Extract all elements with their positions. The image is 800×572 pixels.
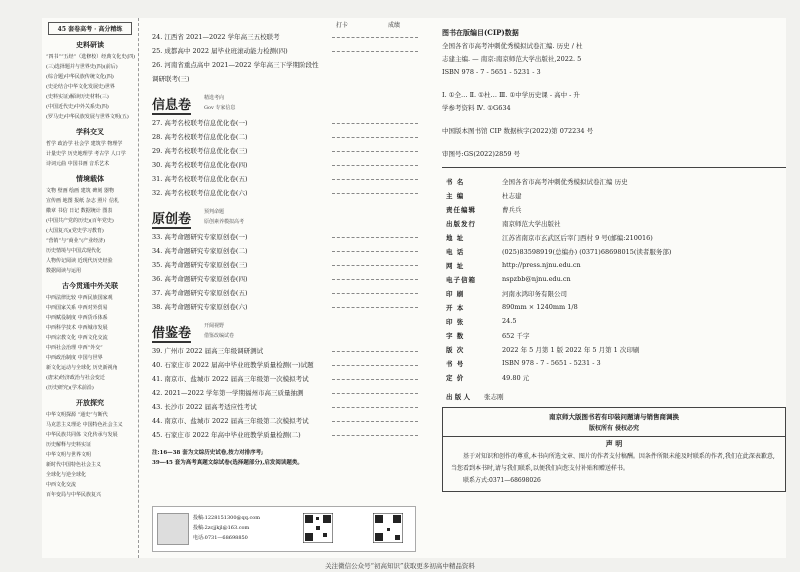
- checklist-row: [152, 230, 424, 244]
- publication-info-table: [442, 174, 675, 384]
- right-column: [442, 18, 786, 558]
- pub-info-row: [442, 342, 675, 356]
- fill-line: [332, 37, 418, 38]
- list-group-d: [152, 344, 424, 442]
- left-section-line: (大国复兴)(党史学习教育): [46, 228, 104, 234]
- section-title: 借鉴卷: [152, 322, 191, 343]
- left-section-line: (史料实证)解读历史材料(三): [46, 94, 109, 100]
- document-page: [42, 18, 786, 558]
- pub-info-value: (025)83598919(总编办) (0371)68698015(读者服务部): [502, 247, 672, 256]
- left-section-title: 学科交叉: [76, 127, 104, 136]
- paper-title: 44. 南京市、盐城市 2022 届高三年级第二次模拟考试: [152, 417, 309, 425]
- section-title: 信息卷: [152, 94, 191, 115]
- pub-info-value: 南京师范大学出版社: [502, 219, 561, 228]
- section-title: 原创卷: [152, 208, 191, 229]
- footer-text: 关注微信公众号“初高知识”获取更多初高中精品资料: [325, 562, 475, 570]
- section-reference-paper: [152, 318, 424, 344]
- pub-info-key: 网 址: [446, 261, 465, 270]
- contact-qr-bar: [152, 506, 416, 552]
- pub-info-key: 出版发行: [446, 219, 476, 228]
- fill-line: [332, 279, 418, 280]
- left-section-line: 诗词元曲 中国书画 音乐艺术: [46, 161, 110, 167]
- contact-line: 电话:0731—68698850: [193, 535, 248, 541]
- checklist-row: [152, 428, 424, 442]
- fill-line: [332, 435, 418, 436]
- fill-line: [332, 393, 418, 394]
- checklist-row: [152, 258, 424, 272]
- section-info-paper: [152, 90, 424, 116]
- paper-title: 38. 高考命题研究专家原创卷(六): [152, 303, 248, 311]
- section-subtitle: 预判命题: [204, 209, 225, 215]
- pub-info-row: [442, 216, 675, 230]
- cip-line: 志建主编. — 南京:南京师范大学出版社,2022. 5: [442, 55, 582, 63]
- left-section-line: (中国近代史)中外关系史(四): [46, 104, 109, 110]
- footnote: 注:16—38 套为文综历史试卷,按力对排序考; 39—45 套为高考真题文综试卷(选择题部分),启发阅读题类。: [152, 450, 303, 466]
- left-section-line: (史论结合中华文化发展史)世界: [46, 84, 115, 90]
- pub-info-key: 电子信箱: [446, 275, 476, 284]
- pub-info-value: 河南永鸿印务有限公司: [502, 289, 567, 298]
- fill-line: [332, 237, 418, 238]
- fill-line: [332, 179, 418, 180]
- paper-title: 33. 高考命题研究专家原创卷(一): [152, 233, 248, 241]
- left-section-line: 中华文明与世界文明: [46, 452, 92, 458]
- left-section-line: (三)选择题并与世界史(四)(前后): [46, 64, 118, 70]
- pub-info-value: ISBN 978 - 7 - 5651 - 5231 - 3: [502, 359, 601, 367]
- fill-line: [332, 193, 418, 194]
- statement-title: 声 明: [605, 439, 623, 448]
- section-subtitle: 精选考向: [204, 95, 225, 101]
- section-subtitle: 开阔视野: [204, 323, 225, 329]
- pub-info-key: 主 编: [446, 191, 465, 200]
- left-section-line: (历史研究)(学术前沿): [46, 385, 94, 391]
- pub-info-row: [442, 286, 675, 300]
- left-section-line: 百年变局与中华民族复兴: [46, 492, 102, 498]
- paper-title: 26. 河南省重点高中 2021—2022 学年高三下学期阶段性: [152, 61, 319, 69]
- contact-line: 投稿:1228151300@qq.com: [193, 515, 261, 521]
- pub-info-value: 杜志建: [502, 191, 522, 200]
- pub-info-key: 版 次: [446, 345, 465, 354]
- pub-info-key: 定 价: [446, 373, 465, 382]
- pub-info-value: 全国各省市高考冲刺优秀模拟试卷汇编 历史: [502, 177, 628, 186]
- paper-title: 24. 江西省 2021—2022 学年高三五校联考: [152, 33, 280, 41]
- paper-title: 37. 高考命题研究专家原创卷(五): [152, 289, 248, 297]
- left-section-line: 历史解释与史料实证: [46, 442, 92, 448]
- pub-info-row: [442, 188, 675, 202]
- cip-line: 审图号:GS(2022)2859 号: [442, 150, 521, 158]
- list-group-a: [152, 30, 424, 86]
- left-section-line: “四书”“五经”（选修校）经典文化史(四): [46, 54, 136, 60]
- pub-info-row: [442, 272, 675, 286]
- cip-line: 全国各省市高考冲刺优秀模拟试卷汇编. 历史 / 杜: [442, 42, 583, 50]
- checkin-label: 打卡: [336, 22, 349, 29]
- contact-text: 联系方式:0371—68698026: [463, 477, 541, 484]
- left-section-title: 情境载体: [76, 174, 104, 183]
- left-column: [42, 18, 139, 558]
- left-sections: [42, 40, 138, 500]
- paper-title: 32. 高考名校联考信息优化卷(六): [152, 189, 248, 197]
- pub-info-row: [442, 202, 675, 216]
- left-section-line: 新文化运动与全球化 历史新视角: [46, 365, 118, 371]
- pub-info-value: 江苏省南京市玄武区后宰门西村 9 号(邮编:210016): [502, 233, 653, 242]
- fill-line: [332, 365, 418, 366]
- list-group-c: [152, 230, 424, 314]
- fill-line: [332, 151, 418, 152]
- pub-info-key: 印 张: [446, 317, 465, 326]
- paper-title: 35. 高考命题研究专家原创卷(三): [152, 261, 248, 269]
- contact-info: [193, 513, 260, 543]
- pub-info-key: 书 名: [446, 177, 465, 186]
- cip-line: 学参考资料 Ⅳ. ①G634: [442, 104, 511, 112]
- left-section-line: (综合题)中华民族传统文化(四): [46, 74, 114, 80]
- pub-info-key: 印 刷: [446, 289, 465, 298]
- paper-title: 27. 高考名校联考信息优化卷(一): [152, 119, 248, 127]
- left-section-line: 中西法律比较 中西民族国家观: [46, 295, 113, 301]
- pub-info-key: 字 数: [446, 331, 465, 340]
- left-section-line: 数据阅读与运用: [46, 268, 82, 274]
- left-section-line: 中西文化交流: [46, 482, 77, 488]
- checklist-row: [152, 116, 424, 130]
- left-section-line: 全球化与逆全球化: [46, 472, 87, 478]
- section-subtitle: 借鉴改编试卷: [204, 333, 235, 339]
- left-section-line: (中国共产党的历史)(百年党史): [46, 218, 114, 224]
- notice-heading: 南京师大版图书若有印装问题请与销售商调换: [549, 413, 679, 421]
- paper-title: 28. 高考名校联考信息优化卷(二): [152, 133, 248, 141]
- left-section-line: (罗马史)中华民族发展与世界文明(五): [46, 114, 129, 120]
- pub-info-row: [442, 328, 675, 342]
- pub-info-key: 责任编辑: [446, 205, 476, 214]
- left-section-line: 马克思主义理论 中国特色社会主义: [46, 422, 123, 428]
- paper-title: 31. 高考名校联考信息优化卷(五): [152, 175, 248, 183]
- checklist-row: [152, 286, 424, 300]
- pub-info-row: [442, 356, 675, 370]
- left-section-line: 中西社会治理 中西“外交”: [46, 345, 103, 351]
- pub-info-value: 24.5: [502, 317, 517, 325]
- checklist-row: [152, 372, 424, 386]
- score-label: 成绩: [388, 22, 401, 29]
- checklist-row: [152, 172, 424, 186]
- left-section-title: 史料研读: [76, 40, 104, 49]
- left-section-line: “营销”与“商业”(产业经济): [46, 238, 106, 244]
- pub-info-value: 曹兵兵: [502, 205, 522, 214]
- checklist-row: [152, 414, 424, 428]
- fill-line: [332, 251, 418, 252]
- left-section-title: 古今贯通中外关联: [62, 281, 118, 290]
- notice-box: [442, 407, 786, 492]
- left-section-line: 中华民族共同体 文化传承与发展: [46, 432, 118, 438]
- checklist-row: [152, 400, 424, 414]
- pub-info-row: [442, 230, 675, 244]
- copyright-line: 版权所有 侵权必究: [443, 423, 785, 437]
- checklist-row: [152, 358, 424, 372]
- pub-info-value: 2022 年 5 月第 1 版 2022 年 5 月第 1 次印刷: [502, 345, 640, 354]
- fill-line: [332, 293, 418, 294]
- checklist-header: [152, 18, 424, 30]
- qr-code-icon: [303, 513, 333, 543]
- left-section-line: 文物 壁画 绘画 建筑 碑刻 器物: [46, 188, 114, 194]
- paper-title: 25. 成都高中 2022 届毕业班滚动能力检测(四): [152, 47, 288, 55]
- left-section-line: 中西政治制度 中国与世界: [46, 355, 103, 361]
- pub-info-key: 电 话: [446, 247, 465, 256]
- left-section-line: 中西科学技术 中西城市发展: [46, 325, 108, 331]
- pub-info-row: [442, 244, 675, 258]
- pub-info-value: 652 千字: [502, 331, 530, 340]
- left-section-line: 中西国家关系 中西对外贸易: [46, 305, 108, 311]
- fill-line: [332, 351, 418, 352]
- checklist-row: [152, 386, 424, 400]
- left-section-line: 中西赋役制度 中西货币体系: [46, 315, 108, 321]
- pub-info-row: [442, 258, 675, 272]
- left-section-line: 中华文明探源 “通史”与断代: [46, 412, 108, 418]
- left-section-line: 计量史学 历史地理学 考古学 人口学: [46, 151, 126, 157]
- pub-info-value: nspzbb@njnu.edu.cn: [502, 275, 571, 283]
- pub-info-key: 地 址: [446, 233, 465, 242]
- pub-info-value: 890mm × 1240mm 1/8: [502, 303, 578, 311]
- fill-line: [332, 165, 418, 166]
- checklist-row: [152, 244, 424, 258]
- paper-title: 39. 广州市 2022 届高三年级调研测试: [152, 347, 264, 355]
- pub-info-row: [442, 370, 675, 384]
- fill-line: [332, 421, 418, 422]
- logo-image: [157, 513, 189, 545]
- paper-title: 42. 2021—2022 学年第一学期福州市高三质量抽测: [152, 389, 304, 397]
- checklist-row: [152, 144, 424, 158]
- cip-line: [442, 115, 786, 125]
- checklist-row: [152, 30, 424, 44]
- left-section-line: 中西宗教文化 中西文化交流: [46, 335, 108, 341]
- left-section-line: 人物传记阅读 近现代历史经验: [46, 258, 113, 264]
- left-section-line: (唐宋)经济政治与社会变迁: [46, 375, 105, 381]
- section-original-paper: [152, 204, 424, 230]
- section-subtitle: 原创素养模拟高考: [204, 219, 245, 225]
- fill-line: [332, 137, 418, 138]
- publisher-label: 出 版 人: [446, 393, 471, 401]
- series-tag: 45 套卷高考 · 高分精练: [48, 22, 132, 35]
- checklist-row: [152, 58, 424, 72]
- cip-line: ISBN 978 - 7 - 5651 - 5231 - 3: [442, 68, 541, 76]
- fill-line: [332, 51, 418, 52]
- left-section-line: 哲学 政治学 社会学 建筑学 物理学: [46, 141, 123, 147]
- checklist-row: [152, 344, 424, 358]
- fill-line: [332, 123, 418, 124]
- cip-line: [442, 79, 786, 89]
- left-section-title: 开放探究: [76, 398, 104, 407]
- pub-info-key: 开 本: [446, 303, 465, 312]
- paper-title: 36. 高考命题研究专家原创卷(四): [152, 275, 248, 283]
- contact-line: 投稿:2zcjjkjl@163.com: [193, 525, 250, 531]
- publisher-name: 张志刚: [484, 393, 504, 401]
- fill-line: [332, 407, 418, 408]
- statement-text: 基于对知识和创作的尊重,本书向所选文章、图片的作者支付稿酬。因条件所限未能及时联系的作者,我们在此深表歉意,当您看到本书时,请与我们联系,以便我们向您支付补贴和赠送样书。: [451, 453, 775, 472]
- cip-lines: [442, 40, 786, 161]
- paper-title: 30. 高考名校联考信息优化卷(四): [152, 161, 248, 169]
- pub-info-row: [442, 300, 675, 314]
- checklist-row: [152, 44, 424, 58]
- paper-title: 34. 高考命题研究专家原创卷(二): [152, 247, 248, 255]
- left-section-line: 新时代中国特色社会主义: [46, 462, 102, 468]
- paper-title: 43. 长沙市 2022 届高考适应性考试: [152, 403, 257, 411]
- paper-title: 41. 南京市、盐城市 2022 届高三年级第一次模拟考试: [152, 375, 309, 383]
- left-section-line: 徽章 书信 日记 数据统计 图表: [46, 208, 113, 214]
- pub-info-row: [442, 314, 675, 328]
- middle-column: [152, 18, 424, 558]
- checklist-row: [152, 300, 424, 314]
- cip-line: Ⅰ. ①全… Ⅱ. ①杜… Ⅲ. ①中学历史课 - 高中 - 升: [442, 91, 580, 99]
- pub-info-value: http://press.njnu.edu.cn: [502, 261, 581, 269]
- fill-line: [332, 307, 418, 308]
- checklist-row: [152, 72, 424, 86]
- divider: [442, 167, 786, 168]
- publisher-row: [446, 392, 786, 401]
- cip-line: [442, 138, 786, 148]
- list-group-b: [152, 116, 424, 200]
- section-subtitle: Gov 专家信息: [204, 105, 236, 111]
- paper-title: 45. 石家庄市 2022 年高中毕业班教学质量检测(二): [152, 431, 301, 439]
- cip-line: 中国版本图书馆 CIP 数据核字(2022)第 072234 号: [442, 127, 594, 135]
- paper-title: 40. 石家庄市 2022 届高中毕业班教学质量检测(一)试题: [152, 361, 314, 369]
- qr-code-icon: [373, 513, 403, 543]
- fill-line: [332, 379, 418, 380]
- paper-title: 调研联考(三): [152, 75, 190, 83]
- left-section-line: 宣传画 地图 报纸 杂志 照片 信札: [46, 198, 119, 204]
- pub-info-value: 49.80 元: [502, 373, 530, 382]
- checklist-row: [152, 158, 424, 172]
- checklist-row: [152, 186, 424, 200]
- pub-info-key: 书 号: [446, 359, 465, 368]
- pub-info-row: [442, 174, 675, 188]
- cip-title: 图书在版编目(CIP)数据: [442, 28, 519, 37]
- checklist-row: [152, 272, 424, 286]
- paper-title: 29. 高考名校联考信息优化卷(三): [152, 147, 248, 155]
- left-section-line: 历史情境与中国式现代化: [46, 248, 102, 254]
- fill-line: [332, 265, 418, 266]
- cip-block: [442, 26, 786, 161]
- checklist-row: [152, 130, 424, 144]
